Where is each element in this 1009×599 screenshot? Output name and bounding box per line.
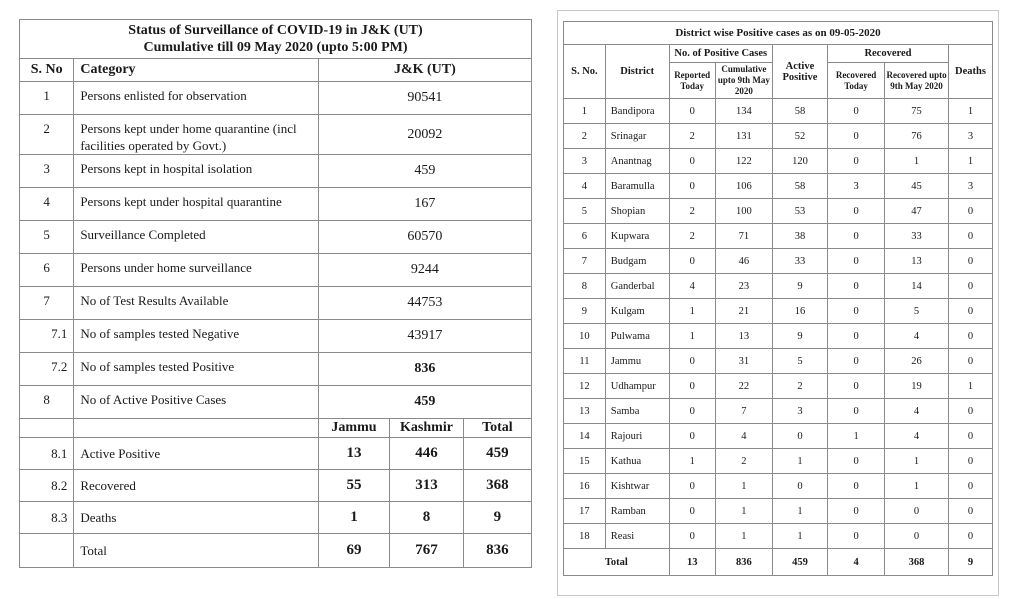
district-row [564,349,993,374]
breakdown-kashmir: 313 [390,470,464,502]
district-recovered-cumulative: 1 [885,449,949,474]
table-row [20,254,532,287]
total-cumulative: 836 [715,549,772,576]
district-reported-today: 0 [669,174,715,199]
district-recovered-today: 0 [827,499,884,524]
district-active: 16 [772,299,827,324]
breakdown-total: 368 [463,470,531,502]
district-sno: 17 [564,499,606,524]
district-row [564,299,993,324]
district-reported-today: 0 [669,99,715,124]
breakdown-sno: 8.3 [20,502,74,534]
district-reported-today: 0 [669,149,715,174]
row-category: Persons kept under home quarantine (incl facilities operated by Govt.) [74,115,318,155]
header-sno: S. No [20,59,74,82]
breakdown-category: Deaths [74,502,318,534]
header-recovered-today: Recovered Today [827,63,884,99]
district-recovered-today: 0 [827,249,884,274]
district-recovered-today: 0 [827,224,884,249]
district-row [564,149,993,174]
row-value: 43917 [318,320,531,353]
row-sno: 4 [20,188,74,221]
district-deaths: 0 [948,199,992,224]
district-deaths: 0 [948,224,992,249]
district-name: Srinagar [605,124,669,149]
district-name: Ramban [605,499,669,524]
district-active: 33 [772,249,827,274]
row-sno: 7.2 [20,353,74,386]
district-recovered-cumulative: 5 [885,299,949,324]
district-recovered-cumulative: 76 [885,124,949,149]
row-category: Persons kept in hospital isolation [74,155,318,188]
district-sno: 18 [564,524,606,549]
district-sno: 12 [564,374,606,399]
district-deaths: 0 [948,474,992,499]
district-row [564,224,993,249]
district-sno: 15 [564,449,606,474]
district-recovered-today: 0 [827,349,884,374]
district-cumulative: 100 [715,199,772,224]
district-sno: 2 [564,124,606,149]
header-positive-group: No. of Positive Cases [669,45,772,63]
district-active: 0 [772,474,827,499]
table-row [20,155,532,188]
breakdown-sno [20,534,74,568]
district-deaths: 0 [948,349,992,374]
district-active: 52 [772,124,827,149]
district-recovered-cumulative: 1 [885,474,949,499]
district-deaths: 0 [948,299,992,324]
district-reported-today: 2 [669,224,715,249]
district-cumulative: 21 [715,299,772,324]
table-row [20,221,532,254]
district-reported-today: 0 [669,424,715,449]
district-row [564,524,993,549]
table-row [20,287,532,320]
breakdown-category: Active Positive [74,438,318,470]
breakdown-kashmir: 8 [390,502,464,534]
row-value: 44753 [318,287,531,320]
district-row [564,324,993,349]
district-sno: 5 [564,199,606,224]
row-value: 167 [318,188,531,221]
row-value: 459 [318,386,531,419]
row-sno: 3 [20,155,74,188]
header-recovered-group: Recovered [827,45,948,63]
district-cumulative: 13 [715,324,772,349]
district-name: Anantnag [605,149,669,174]
district-row [564,449,993,474]
district-deaths: 0 [948,274,992,299]
header-reported-today: Reported Today [669,63,715,99]
district-name: Kishtwar [605,474,669,499]
total-deaths: 9 [948,549,992,576]
surveillance-title-line2: Cumulative till 09 May 2020 (upto 5:00 PM) [143,40,408,55]
district-reported-today: 0 [669,374,715,399]
breakdown-row [20,470,532,502]
district-sno: 7 [564,249,606,274]
breakdown-category: Recovered [74,470,318,502]
district-name: Reasi [605,524,669,549]
row-value: 459 [318,155,531,188]
district-sno: 13 [564,399,606,424]
district-reported-today: 2 [669,124,715,149]
breakdown-jammu: 13 [318,438,389,470]
surveillance-title [20,20,532,59]
breakdown-kashmir: 446 [390,438,464,470]
district-row [564,424,993,449]
district-cumulative: 122 [715,149,772,174]
district-recovered-today: 0 [827,524,884,549]
district-recovered-cumulative: 1 [885,149,949,174]
surveillance-title-line1: Status of Surveillance of COVID-19 in J&K (UT) [128,23,423,38]
district-cumulative: 1 [715,474,772,499]
district-active: 1 [772,499,827,524]
district-cumulative: 4 [715,424,772,449]
district-active: 120 [772,149,827,174]
district-name: Bandipora [605,99,669,124]
district-name: Kupwara [605,224,669,249]
district-cumulative: 131 [715,124,772,149]
district-recovered-cumulative: 4 [885,324,949,349]
row-sno: 5 [20,221,74,254]
district-active: 58 [772,99,827,124]
district-cumulative: 23 [715,274,772,299]
table-row [20,115,532,155]
header-jk: J&K (UT) [318,59,531,82]
district-cumulative: 1 [715,499,772,524]
district-deaths: 3 [948,124,992,149]
district-recovered-today: 0 [827,299,884,324]
district-cumulative: 46 [715,249,772,274]
district-deaths: 1 [948,374,992,399]
district-cumulative: 134 [715,99,772,124]
table-row [20,353,532,386]
district-active: 1 [772,449,827,474]
district-cumulative: 2 [715,449,772,474]
district-reported-today: 1 [669,299,715,324]
breakdown-total: 9 [463,502,531,534]
district-wise-table [563,21,993,576]
district-sno: 4 [564,174,606,199]
district-sno: 6 [564,224,606,249]
district-sno: 16 [564,474,606,499]
district-row [564,124,993,149]
row-category: Surveillance Completed [74,221,318,254]
district-reported-today: 0 [669,474,715,499]
total-label: Total [564,549,670,576]
surveillance-status-table [19,19,532,568]
district-cumulative: 71 [715,224,772,249]
total-recovered-today: 4 [827,549,884,576]
total-recovered-cumulative: 368 [885,549,949,576]
breakdown-sno: 8.1 [20,438,74,470]
district-cumulative: 1 [715,524,772,549]
district-row [564,399,993,424]
district-reported-today: 4 [669,274,715,299]
district-sno: 8 [564,274,606,299]
district-name: Ganderbal [605,274,669,299]
district-recovered-cumulative: 45 [885,174,949,199]
district-row [564,274,993,299]
district-name: Baramulla [605,174,669,199]
district-name: Samba [605,399,669,424]
district-active: 9 [772,274,827,299]
table-row [20,386,532,419]
row-sno: 2 [20,115,74,155]
header-recovered-cumulative: Recovered upto 9th May 2020 [885,63,949,99]
district-recovered-cumulative: 26 [885,349,949,374]
breakdown-jammu: 1 [318,502,389,534]
row-category: Persons kept under hospital quarantine [74,188,318,221]
district-recovered-today: 0 [827,149,884,174]
district-reported-today: 1 [669,324,715,349]
district-deaths: 0 [948,424,992,449]
breakdown-row [20,502,532,534]
row-value: 836 [318,353,531,386]
district-active: 58 [772,174,827,199]
district-active: 1 [772,524,827,549]
district-sno: 3 [564,149,606,174]
breakdown-jammu: 55 [318,470,389,502]
district-active: 3 [772,399,827,424]
district-reported-today: 0 [669,524,715,549]
district-row [564,199,993,224]
district-active: 0 [772,424,827,449]
district-cumulative: 7 [715,399,772,424]
district-reported-today: 0 [669,399,715,424]
row-value: 60570 [318,221,531,254]
district-recovered-cumulative: 4 [885,424,949,449]
district-active: 2 [772,374,827,399]
district-deaths: 0 [948,499,992,524]
row-sno: 1 [20,82,74,115]
total-active: 459 [772,549,827,576]
district-cumulative: 22 [715,374,772,399]
district-deaths: 0 [948,324,992,349]
row-sno: 7 [20,287,74,320]
district-recovered-cumulative: 19 [885,374,949,399]
breakdown-total: 459 [463,438,531,470]
district-sno: 14 [564,424,606,449]
row-sno: 8 [20,386,74,419]
district-sno: 9 [564,299,606,324]
district-name: Kathua [605,449,669,474]
district-recovered-cumulative: 0 [885,524,949,549]
district-recovered-today: 0 [827,399,884,424]
district-recovered-cumulative: 14 [885,274,949,299]
district-name: Shopian [605,199,669,224]
district-reported-today: 2 [669,199,715,224]
table-row [20,320,532,353]
district-deaths: 3 [948,174,992,199]
district-total-row [564,549,993,576]
header-cumulative: Cumulative upto 9th May 2020 [715,63,772,99]
district-deaths: 0 [948,524,992,549]
district-deaths: 0 [948,399,992,424]
row-value: 20092 [318,115,531,155]
district-name: Kulgam [605,299,669,324]
row-category: No of Test Results Available [74,287,318,320]
district-reported-today: 0 [669,349,715,374]
district-active: 9 [772,324,827,349]
district-name: Udhampur [605,374,669,399]
district-recovered-cumulative: 47 [885,199,949,224]
district-deaths: 1 [948,99,992,124]
district-recovered-today: 0 [827,124,884,149]
district-active: 5 [772,349,827,374]
row-category: No of samples tested Positive [74,353,318,386]
row-sno: 6 [20,254,74,287]
row-sno: 7.1 [20,320,74,353]
district-name: Budgam [605,249,669,274]
district-sno: 10 [564,324,606,349]
district-recovered-cumulative: 13 [885,249,949,274]
district-row [564,499,993,524]
breakdown-category: Total [74,534,318,568]
breakdown-row [20,534,532,568]
header-district: District [605,45,669,99]
district-deaths: 1 [948,149,992,174]
header-active: Active Positive [772,45,827,99]
district-active: 38 [772,224,827,249]
district-recovered-today: 0 [827,199,884,224]
district-recovered-today: 0 [827,274,884,299]
header-deaths: Deaths [948,45,992,99]
district-name: Pulwama [605,324,669,349]
row-category: Persons enlisted for observation [74,82,318,115]
district-name: Jammu [605,349,669,374]
table-row [20,188,532,221]
subheader-total: Total [463,419,531,438]
row-value: 9244 [318,254,531,287]
district-sno: 1 [564,99,606,124]
district-reported-today: 0 [669,249,715,274]
district-recovered-cumulative: 75 [885,99,949,124]
district-recovered-cumulative: 4 [885,399,949,424]
breakdown-row [20,438,532,470]
district-sno: 11 [564,349,606,374]
district-recovered-today: 0 [827,99,884,124]
total-reported-today: 13 [669,549,715,576]
district-active: 53 [772,199,827,224]
district-table-title: District wise Positive cases as on 09-05-2020 [564,22,993,45]
table-row [20,82,532,115]
breakdown-jammu: 69 [318,534,389,568]
district-name: Rajouri [605,424,669,449]
header-category: Category [74,59,318,82]
district-cumulative: 31 [715,349,772,374]
district-reported-today: 0 [669,499,715,524]
breakdown-kashmir: 767 [390,534,464,568]
district-recovered-today: 0 [827,449,884,474]
district-recovered-today: 1 [827,424,884,449]
breakdown-sno: 8.2 [20,470,74,502]
row-value: 90541 [318,82,531,115]
district-recovered-today: 0 [827,474,884,499]
row-category: No of Active Positive Cases [74,386,318,419]
district-recovered-cumulative: 33 [885,224,949,249]
district-row [564,474,993,499]
district-recovered-today: 0 [827,374,884,399]
district-recovered-cumulative: 0 [885,499,949,524]
district-cumulative: 106 [715,174,772,199]
district-deaths: 0 [948,249,992,274]
district-row [564,249,993,274]
row-category: No of samples tested Negative [74,320,318,353]
row-category: Persons under home surveillance [74,254,318,287]
district-deaths: 0 [948,449,992,474]
district-recovered-today: 3 [827,174,884,199]
district-row [564,99,993,124]
district-row [564,174,993,199]
district-row [564,374,993,399]
subheader-kashmir: Kashmir [390,419,464,438]
subheader-jammu: Jammu [318,419,389,438]
district-recovered-today: 0 [827,324,884,349]
breakdown-total: 836 [463,534,531,568]
header-sno: S. No. [564,45,606,99]
district-reported-today: 1 [669,449,715,474]
